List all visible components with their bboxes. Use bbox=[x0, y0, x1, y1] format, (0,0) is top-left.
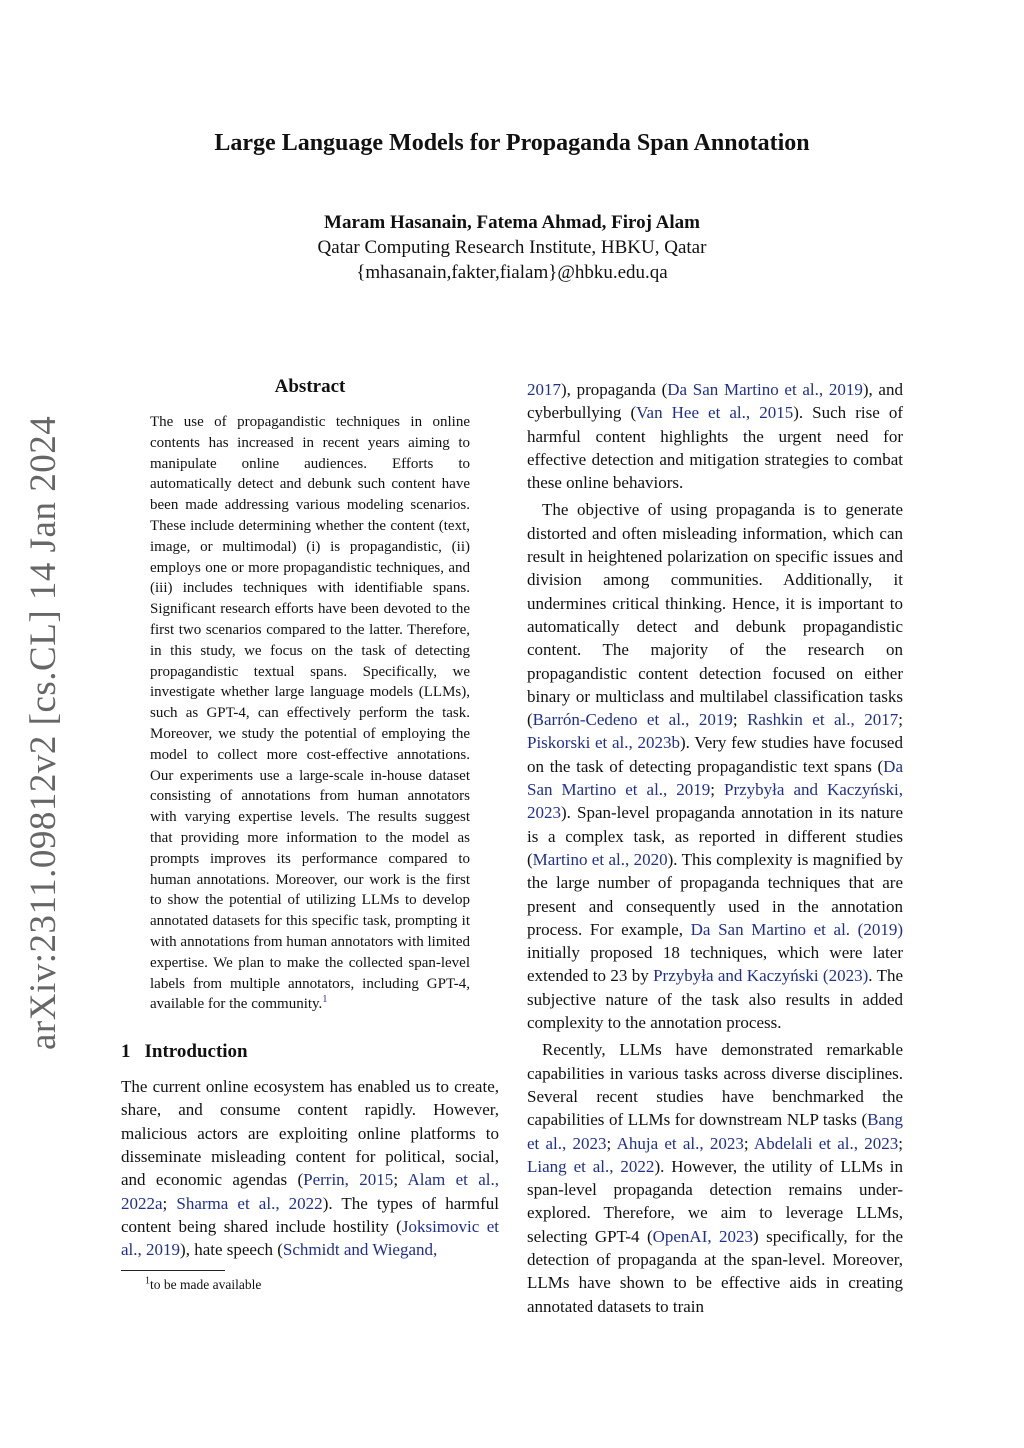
intro-paragraph-continued bbox=[527, 378, 903, 494]
citation-link[interactable]: Bang et al., 2023 bbox=[527, 1110, 903, 1153]
body-text: ), hate speech ( bbox=[180, 1240, 283, 1260]
author-affiliation: Qatar Computing Research Institute, HBKU, Qatar bbox=[317, 237, 707, 258]
body-text: ; bbox=[898, 1133, 903, 1153]
body-text: ; bbox=[606, 1133, 617, 1153]
author-block bbox=[0, 210, 1024, 285]
citation-link[interactable]: Abdelali et al., 2023 bbox=[753, 1133, 899, 1153]
body-text: ). Span-level propaganda annotation in its nature is a complex task, as reported in different studies ( bbox=[527, 803, 903, 869]
citation-link[interactable]: OpenAI, 2023 bbox=[652, 1226, 754, 1246]
citation-link[interactable]: Da San Martino et al. (2019) bbox=[690, 919, 904, 939]
citation-link[interactable]: Da San Martino et al., 2019 bbox=[667, 380, 863, 399]
footnote-text: to be made available bbox=[150, 1277, 262, 1293]
citation-link[interactable]: 2017 bbox=[527, 380, 561, 399]
footnote-number: 1 bbox=[145, 1275, 150, 1287]
citation-link[interactable]: Piskorski et al., 2023b bbox=[527, 733, 680, 753]
citation-link[interactable]: Van Hee et al., 2015 bbox=[636, 403, 794, 423]
body-text: The objective of using propaganda is to generate distorted and often misleading information, which can result in heightened polarization on specific issues and division among communities. Additionally, it undermines critical thinking. Hence, it is important to automatically detect and debunk propagandistic content. The majority of the research on propagandistic content detection focused on either binary or multiclass and multilabel classification tasks ( bbox=[527, 500, 903, 730]
body-text: ). Such rise of harmful content highlights the urgent need for effective detection and mitigation strategies to combat these online behaviors. bbox=[527, 403, 903, 493]
citation-link[interactable]: Ahuja et al., 2023 bbox=[616, 1133, 744, 1153]
section-title: Introduction bbox=[144, 1041, 248, 1063]
body-text: ) specifically, for the detection of propaganda at the span-level. Moreover, LLMs have shown to be effective aids in creating annotated datasets to train bbox=[527, 1226, 903, 1316]
body-text: ; bbox=[393, 1170, 408, 1190]
citation-link[interactable]: Schmidt and Wiegand, bbox=[282, 1240, 438, 1260]
citation-link[interactable]: Da San Martino et al., 2019 bbox=[527, 756, 903, 800]
arxiv-identifier: arXiv:2311.09812v2 [cs.CL] 14 Jan 2024 bbox=[23, 415, 64, 1050]
body-text: ; bbox=[743, 1133, 754, 1153]
author-emails: {mhasanain,fakter,fialam}@hbku.edu.qa bbox=[356, 262, 668, 283]
citation-link[interactable]: Joksimovic et al., 2019 bbox=[121, 1216, 500, 1260]
intro-paragraph-2 bbox=[527, 498, 903, 1034]
citation-link[interactable]: Alam et al., 2022a bbox=[121, 1170, 500, 1213]
body-text: ; bbox=[710, 780, 725, 800]
intro-paragraph-3 bbox=[527, 1038, 903, 1318]
citation-link[interactable]: Przybyła and Kaczyński, 2023 bbox=[527, 780, 903, 823]
citation-link[interactable]: Przybyła and Kaczyński (2023) bbox=[653, 966, 869, 986]
left-column bbox=[121, 376, 499, 1293]
footnote-marker[interactable]: 1 bbox=[322, 994, 328, 1006]
citation-link[interactable]: Perrin, 2015 bbox=[303, 1170, 394, 1190]
body-text: . The subjective nature of the task also results in added complexity to the annotation process. bbox=[527, 966, 903, 1033]
paper-title: Large Language Models for Propaganda Span Annotation bbox=[214, 130, 810, 156]
body-text: ; bbox=[732, 710, 748, 730]
footnote bbox=[145, 1277, 499, 1293]
body-text: ). The types of harmful content being shared include hostility ( bbox=[121, 1193, 500, 1236]
citation-link[interactable]: Sharma et al., 2022 bbox=[176, 1193, 323, 1213]
citation-link[interactable]: Martino et al., 2020 bbox=[532, 849, 668, 869]
citation-link[interactable]: Rashkin et al., 2017 bbox=[747, 710, 899, 730]
body-text: ), propaganda ( bbox=[561, 380, 668, 399]
body-text: initially proposed 18 techniques, which were later extended to 23 by bbox=[527, 943, 903, 986]
abstract-heading: Abstract bbox=[274, 376, 346, 397]
body-text: ; bbox=[898, 710, 903, 730]
right-column bbox=[527, 378, 903, 1318]
body-text: ; bbox=[162, 1193, 177, 1213]
body-text: ). This complexity is magnified by the large number of propaganda techniques that are present and consequently used in the annotation process. For example, bbox=[527, 849, 904, 939]
citation-link[interactable]: Liang et al., 2022 bbox=[527, 1156, 655, 1176]
intro-paragraph-1 bbox=[121, 1075, 499, 1261]
body-text: ), and cyberbullying ( bbox=[527, 380, 903, 423]
section-number: 1 bbox=[121, 1041, 131, 1063]
body-text: Recently, LLMs have demonstrated remarkable capabilities in various tasks across diverse disciplines. Several recent studies have benchmarked the capabilities of LLMs for downstream NLP tasks ( bbox=[527, 1040, 903, 1130]
section-heading-introduction bbox=[121, 1041, 499, 1063]
citation-link[interactable]: Barrón-Cedeno et al., 2019 bbox=[532, 710, 733, 730]
body-text: The current online ecosystem has enabled us to create, share, and consume content rapidly. However, malicious actors are exploiting online platforms to disseminate misleading content for political, social, and economic agendas ( bbox=[121, 1077, 499, 1190]
author-names: Maram Hasanain, Fatema Ahmad, Firoj Alam bbox=[324, 212, 700, 233]
body-text: ). Very few studies have focused on the task of detecting propagandistic text spans ( bbox=[527, 733, 903, 776]
abstract-body-text: The use of propagandistic techniques in online contents has increased in recent years aiming to manipulate online audiences. Efforts to automatically detect and debunk such content have been made addressing various modeling scenarios. These include determining whether the content (text, image, or multimodal) (i) is propagandistic, (ii) employs one or more propagandistic techniques, and (iii) includes techniques with identifiable spans. Significant research efforts have been devoted to the first two scenarios compared to the latter. Therefore, in this study, we focus on the task of detecting propagandistic textual spans. Specifically, we investigate whether large language models (LLMs), such as GPT-4, can effectively perform the task. Moreover, we study the potential of employing the model to collect more cost-effective annotations. Our experiments use a large-scale in-house dataset consisting of annotations from human annotators with varying expertise levels. The results suggest that providing more information to the model as prompts improves its performance compared to human annotations. Moreover, our work is the first to show the potential of utilizing LLMs to develop annotated datasets for this specific task, prompting it with annotations from human annotators with limited expertise. We plan to make the collected span-level labels from multiple annotators, including GPT-4, available for the community. bbox=[150, 414, 470, 1013]
footnote-divider bbox=[121, 1270, 225, 1271]
abstract-text bbox=[150, 412, 470, 1015]
body-text: ). However, the utility of LLMs in span-level propaganda detection remains under-explored. Therefore, we aim to leverage LLMs, selecting GPT-4 ( bbox=[527, 1156, 903, 1246]
